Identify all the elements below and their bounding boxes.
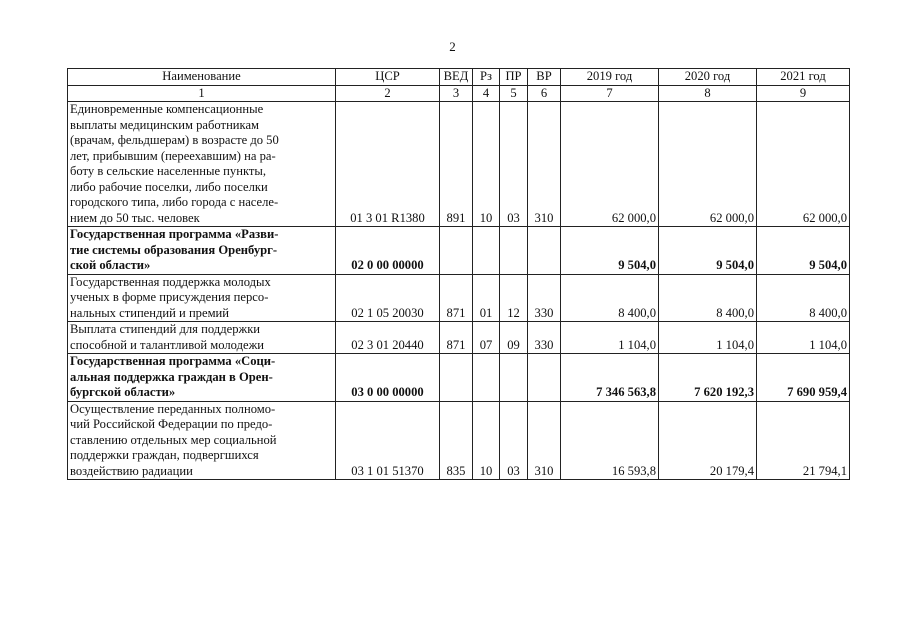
page-number: 2 <box>449 39 456 54</box>
row-2020: 8 400,0 <box>659 274 757 322</box>
budget-table <box>67 68 850 480</box>
row-rz: 10 <box>473 401 500 480</box>
row-name-line: Единовременные компенсационные <box>70 102 264 116</box>
row-2019: 62 000,0 <box>561 102 659 227</box>
row-csr: 01 3 01 R1380 <box>336 102 440 227</box>
row-2021: 21 794,1 <box>757 401 850 480</box>
row-2019: 9 504,0 <box>561 227 659 275</box>
header-row <box>68 69 850 86</box>
header-pr: ПР <box>500 69 528 86</box>
row-rz: 10 <box>473 102 500 227</box>
row-name-line: Осуществление переданных полномо- <box>70 401 276 416</box>
row-2021: 9 504,0 <box>757 227 850 275</box>
row-name-line: городского типа, либо города с населе- <box>70 195 279 209</box>
row-name <box>68 354 336 402</box>
row-pr <box>500 354 528 402</box>
row-name-line: альная поддержка граждан в Орен- <box>70 369 273 384</box>
header-name: Наименование <box>68 69 336 86</box>
row-2019: 16 593,8 <box>561 401 659 480</box>
row-name <box>68 401 336 480</box>
row-csr: 02 1 05 20030 <box>336 274 440 322</box>
row-2020: 7 620 192,3 <box>659 354 757 402</box>
row-name-line: бургской области» <box>70 385 176 399</box>
row-name-line: либо рабочие поселки, либо поселки <box>70 179 268 194</box>
header-vr: ВР <box>528 69 561 86</box>
row-rz: 07 <box>473 322 500 354</box>
table-row-program <box>68 227 850 275</box>
row-name-line: (врачам, фельдшерам) в возрасте до 50 <box>70 133 279 147</box>
column-number: 7 <box>561 85 659 102</box>
column-number: 8 <box>659 85 757 102</box>
row-name-line: нальных стипендий и премий <box>70 305 230 320</box>
row-name <box>68 322 336 354</box>
row-name-line: выплаты медицинским работникам <box>70 117 260 132</box>
table-row <box>68 102 850 227</box>
row-name-line: чий Российской Федерации по предо- <box>70 417 273 431</box>
row-name-line: боту в сельские населенные пункты, <box>70 164 267 178</box>
row-ved: 891 <box>440 102 473 227</box>
header-2019: 2019 год <box>561 69 659 86</box>
header-csr: ЦСР <box>336 69 440 86</box>
row-name <box>68 274 336 322</box>
row-csr: 02 0 00 00000 <box>336 227 440 275</box>
column-number: 5 <box>500 85 528 102</box>
row-pr: 12 <box>500 274 528 322</box>
table-row <box>68 274 850 322</box>
row-name-line: нием до 50 тыс. человек <box>70 210 200 225</box>
column-number: 6 <box>528 85 561 102</box>
row-name <box>68 102 336 227</box>
row-name-line: Государственная поддержка молодых <box>70 274 271 289</box>
header-rz: Рз <box>473 69 500 86</box>
row-ved: 871 <box>440 274 473 322</box>
row-rz <box>473 354 500 402</box>
table-row-program <box>68 354 850 402</box>
row-rz: 01 <box>473 274 500 322</box>
row-pr: 09 <box>500 322 528 354</box>
row-2020: 9 504,0 <box>659 227 757 275</box>
row-name-line: тие системы образования Оренбург- <box>70 242 278 257</box>
row-name-line: ученых в форме присуждения персо- <box>70 290 269 304</box>
row-ved: 835 <box>440 401 473 480</box>
header-2020: 2020 год <box>659 69 757 86</box>
column-number-row <box>68 85 850 102</box>
header-2021: 2021 год <box>757 69 850 86</box>
row-2021: 62 000,0 <box>757 102 850 227</box>
row-name-line: поддержки граждан, подвергшихся <box>70 448 259 462</box>
column-number: 1 <box>68 85 336 102</box>
row-name-line: способной и талантливой молодежи <box>70 337 265 352</box>
row-2020: 20 179,4 <box>659 401 757 480</box>
row-vr <box>528 354 561 402</box>
row-2019: 8 400,0 <box>561 274 659 322</box>
row-2020: 1 104,0 <box>659 322 757 354</box>
row-2021: 7 690 959,4 <box>757 354 850 402</box>
row-2021: 8 400,0 <box>757 274 850 322</box>
row-ved <box>440 227 473 275</box>
row-ved <box>440 354 473 402</box>
row-vr: 310 <box>528 102 561 227</box>
table-row <box>68 322 850 354</box>
row-name-line: Выплата стипендий для поддержки <box>70 322 261 336</box>
row-name-line: Государственная программа «Разви- <box>70 227 279 241</box>
row-name-line: воздействию радиации <box>70 463 193 478</box>
row-name-line: Государственная программа «Соци- <box>70 354 276 368</box>
row-csr: 03 1 01 51370 <box>336 401 440 480</box>
row-2019: 7 346 563,8 <box>561 354 659 402</box>
row-vr <box>528 227 561 275</box>
row-2021: 1 104,0 <box>757 322 850 354</box>
row-pr <box>500 227 528 275</box>
row-vr: 330 <box>528 274 561 322</box>
column-number: 4 <box>473 85 500 102</box>
row-ved: 871 <box>440 322 473 354</box>
table-row <box>68 401 850 480</box>
row-name-line: ставлению отдельных мер социальной <box>70 432 277 447</box>
row-csr: 03 0 00 00000 <box>336 354 440 402</box>
row-vr: 330 <box>528 322 561 354</box>
row-2019: 1 104,0 <box>561 322 659 354</box>
header-ved: ВЕД <box>440 69 473 86</box>
column-number: 9 <box>757 85 850 102</box>
column-number: 3 <box>440 85 473 102</box>
row-rz <box>473 227 500 275</box>
column-number: 2 <box>336 85 440 102</box>
row-2020: 62 000,0 <box>659 102 757 227</box>
row-name-line: лет, прибывшим (переехавшим) на ра- <box>70 148 276 163</box>
row-vr: 310 <box>528 401 561 480</box>
row-pr: 03 <box>500 102 528 227</box>
row-pr: 03 <box>500 401 528 480</box>
row-csr: 02 3 01 20440 <box>336 322 440 354</box>
row-name <box>68 227 336 275</box>
row-name-line: ской области» <box>70 258 151 272</box>
